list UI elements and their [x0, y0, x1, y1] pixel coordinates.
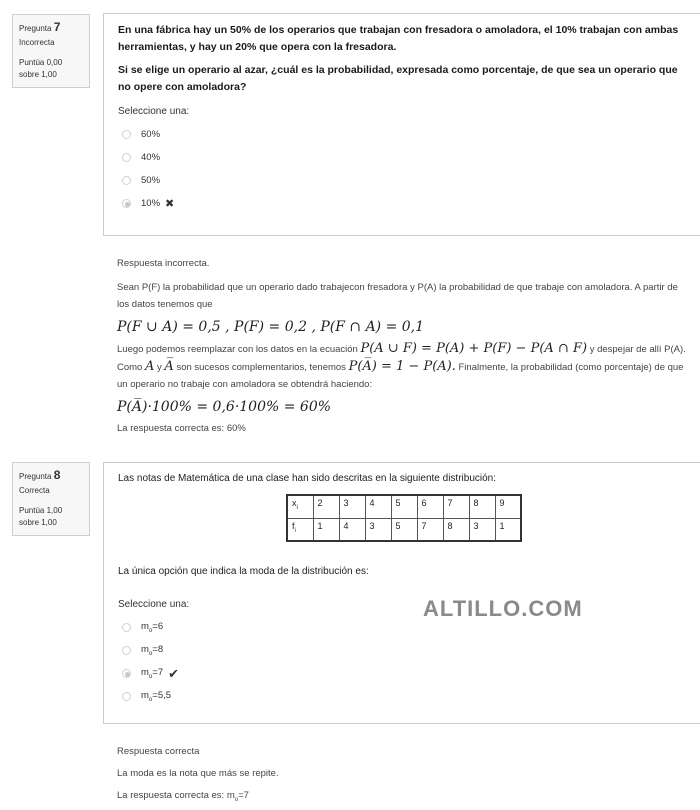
label-text: m — [141, 690, 149, 702]
table-cell: 7 — [417, 518, 443, 541]
question-text — [118, 22, 688, 96]
label-subscript: o — [148, 673, 153, 680]
question-number — [19, 20, 83, 34]
incorrect-icon: ✖ — [165, 198, 175, 210]
cell-text: f — [292, 520, 295, 531]
label-text: m — [141, 621, 149, 633]
text: Finalmente, la probabilidad (como porcentaje) de que un operario no trabaje con amoladora se obtendrá haciendo: — [117, 362, 684, 390]
grade-score: Puntúa 0,00 — [19, 58, 63, 67]
table-cell: 5 — [391, 495, 417, 518]
answer-label: 40% — [141, 152, 161, 163]
question-number-value: 8 — [53, 468, 61, 482]
question-text: Las notas de Matemática de una clase han sido descritas en la siguiente distribución: — [118, 473, 497, 484]
table-header-cell — [287, 495, 313, 518]
answer-label: 50% — [141, 175, 161, 186]
text: =7 — [238, 790, 249, 801]
answer-label — [141, 690, 171, 703]
feedback-7 — [117, 255, 692, 437]
question-info-7 — [12, 14, 90, 88]
answer-option[interactable] — [118, 146, 688, 169]
label-text: m — [141, 644, 149, 656]
answer-label — [141, 644, 163, 657]
label-text: m — [141, 667, 149, 679]
table-row — [287, 495, 521, 518]
radio-button[interactable] — [122, 623, 131, 632]
label-subscript: o — [148, 627, 153, 634]
label-subscript: o — [148, 650, 153, 657]
question-text-p2: La única opción que indica la moda de la distribución es: — [118, 566, 369, 577]
radio-button-selected[interactable] — [122, 199, 131, 208]
question-formulation-8 — [103, 462, 700, 724]
radio-button[interactable] — [122, 692, 131, 701]
table-cell: 4 — [339, 518, 365, 541]
label-subscript: o — [148, 696, 153, 703]
text: La respuesta correcta es: m — [117, 790, 235, 801]
text: Como — [117, 362, 143, 373]
question-grade — [19, 505, 83, 529]
question-label: Pregunta — [19, 472, 52, 481]
feedback-paragraph: Sean P(F) la probabilidad que un operario dado trabajecon fresadora y P(A) la probabilidad de que trabaje con amoladora. A partir de los datos tenemos que — [117, 282, 678, 310]
grade-score: Puntúa 1,00 — [19, 506, 63, 515]
answer-label — [141, 667, 163, 680]
watermark-logo: ALTILLO.COM — [423, 596, 583, 621]
feedback-paragraph — [117, 340, 692, 393]
table-cell: 7 — [443, 495, 469, 518]
answer-option[interactable] — [118, 169, 688, 192]
text: y despejar de allí P(A). — [589, 344, 686, 355]
answer-list — [118, 616, 688, 708]
correct-answer-text — [117, 787, 692, 809]
distribution-table — [286, 494, 522, 542]
table-cell: 6 — [417, 495, 443, 518]
answer-list — [118, 123, 688, 215]
formula: A — [144, 359, 155, 374]
radio-button[interactable] — [122, 646, 131, 655]
answer-option[interactable] — [118, 685, 688, 708]
table-cell: 3 — [339, 495, 365, 518]
question-number — [19, 468, 83, 482]
feedback-8 — [117, 743, 692, 809]
table-cell: 8 — [469, 495, 495, 518]
question-state: Correcta — [19, 486, 50, 495]
formula: P(F ∪ A) = 0,5 , P(F) = 0,2 , P(F ∩ A) = 0,1 — [117, 319, 425, 335]
radio-button[interactable] — [122, 176, 131, 185]
table-header-cell — [287, 518, 313, 541]
question-text-p1: En una fábrica hay un 50% de los operarios que trabajan con fresadora o amoladora, el 10% trabajan con ambas herramientas, y hay un 20% que opera con la fresadora. — [118, 24, 679, 53]
answer-label: 60% — [141, 129, 161, 140]
cell-subscript: i — [296, 504, 298, 511]
radio-button[interactable] — [122, 130, 131, 139]
label-text: =6 — [152, 621, 164, 633]
table-cell: 1 — [495, 518, 521, 541]
label-text: =7 — [152, 667, 164, 679]
label-text: =8 — [152, 644, 164, 656]
answer-option[interactable] — [118, 639, 688, 662]
question-number-value: 7 — [53, 20, 61, 34]
formula: P(A̅) = 1 − P(A). — [348, 359, 456, 374]
grade-max: sobre 1,00 — [19, 70, 57, 79]
feedback-result: Respuesta incorrecta. — [117, 258, 210, 269]
formula: P(A̅)·100% = 0,6·100% = 60% — [117, 399, 332, 415]
table-cell: 1 — [313, 518, 339, 541]
question-label: Pregunta — [19, 24, 52, 33]
table-cell: 9 — [495, 495, 521, 518]
table-cell: 3 — [365, 518, 391, 541]
radio-button-selected[interactable] — [122, 669, 131, 678]
question-grade — [19, 57, 83, 81]
table-cell: 4 — [365, 495, 391, 518]
grade-max: sobre 1,00 — [19, 518, 57, 527]
question-text-p2: Si se elige un operario al azar, ¿cuál es la probabilidad, expresada como porcentaje, de que sea un operario que no opere con amoladora? — [118, 64, 678, 93]
select-prompt: Seleccione una: — [118, 599, 190, 610]
correct-answer-text: La respuesta correcta es: 60% — [117, 423, 246, 434]
question-formulation-7 — [103, 13, 700, 236]
formula: A̅ — [164, 359, 174, 374]
text: son sucesos complementarios, tenemos — [176, 362, 346, 373]
cell-subscript: i — [294, 527, 296, 534]
formula: P(A ∪ F) = P(A) + P(F) − P(A ∩ F) — [360, 341, 588, 356]
label-text: =5,5 — [152, 690, 172, 702]
table-cell: 2 — [313, 495, 339, 518]
question-state: Incorrecta — [19, 38, 55, 47]
answer-label: 10% — [141, 198, 161, 209]
answer-option[interactable] — [118, 616, 688, 639]
question-info-8 — [12, 462, 90, 536]
text: Luego podemos reemplazar con los datos en la ecuación — [117, 344, 358, 355]
table-cell: 5 — [391, 518, 417, 541]
answer-option[interactable] — [118, 192, 688, 215]
table-cell: 8 — [443, 518, 469, 541]
radio-button[interactable] — [122, 153, 131, 162]
answer-option[interactable] — [118, 123, 688, 146]
feedback-result: Respuesta correcta — [117, 746, 200, 757]
select-prompt: Seleccione una: — [118, 106, 190, 117]
feedback-paragraph: La moda es la nota que más se repite. — [117, 768, 279, 779]
cell-text: x — [292, 498, 297, 508]
subscript: o — [234, 796, 239, 803]
check-icon: ✔ — [168, 665, 180, 681]
table-row — [287, 518, 521, 541]
answer-option[interactable] — [118, 662, 688, 685]
answer-label — [141, 621, 163, 634]
table-cell: 3 — [469, 518, 495, 541]
text: y — [157, 362, 162, 373]
